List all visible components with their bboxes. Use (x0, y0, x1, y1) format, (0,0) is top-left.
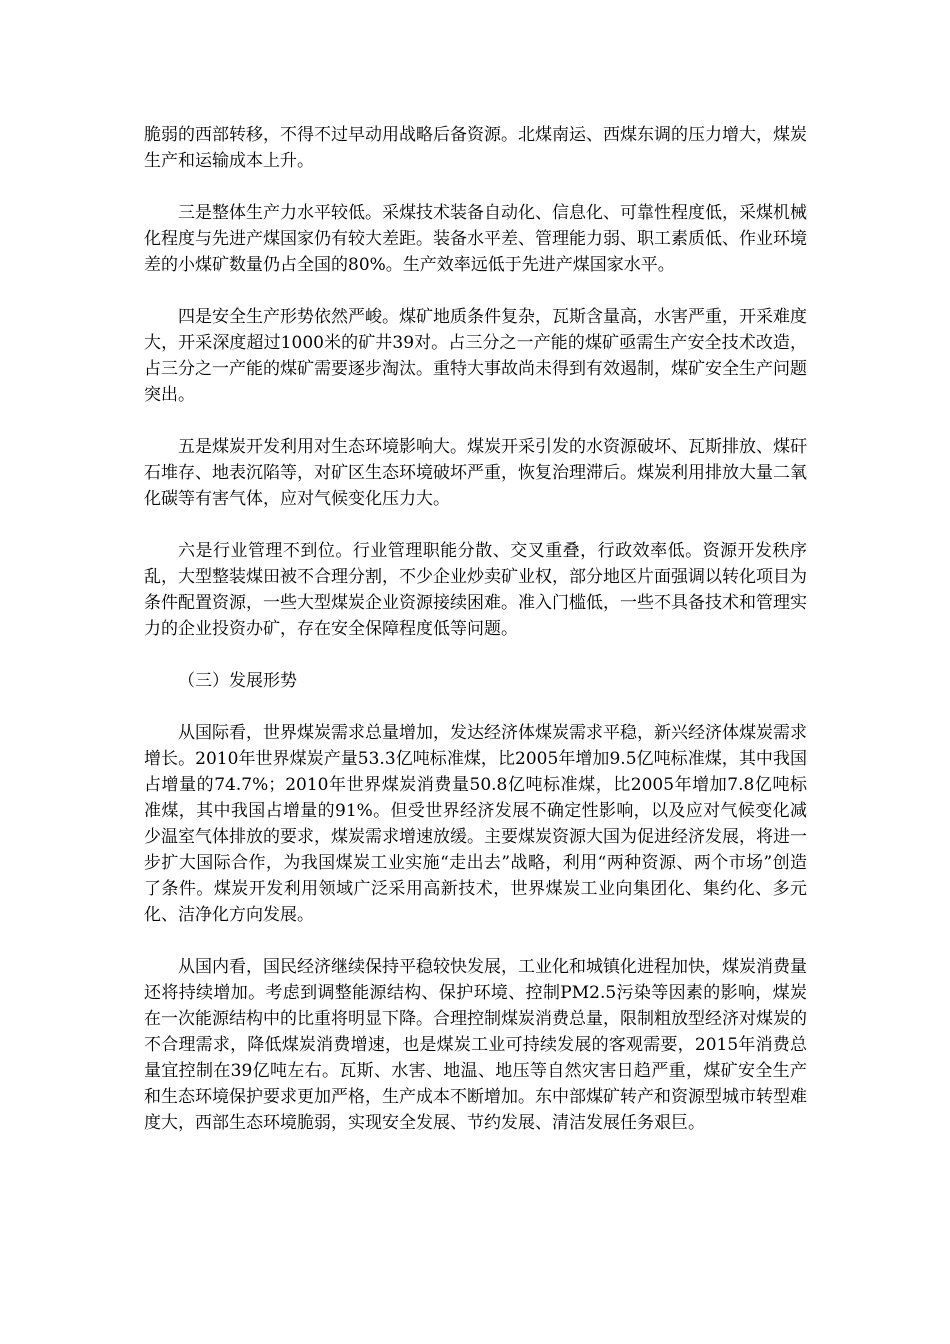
paragraph-productivity: 三是整体生产力水平较低。采煤技术装备自动化、信息化、可靠性程度低，采煤机械化程度与先进产煤国家仍有较大差距。装备水平差、管理能力弱、职工素质低、作业环境差的小煤矿数量仍占全国的80%。生产效率远低于先进产煤国家水平。 (144, 203, 807, 275)
section-heading: （三）发展形势 (178, 671, 297, 691)
paragraph-domestic: 从国内看，国民经济继续保持平稳较快发展，工业化和城镇化进程加快，煤炭消费量还将持续增加。考虑到调整能源结构、保护环境、控制PM2.5污染等因素的影响，煤炭在一次能源结构中的比重将明显下降。合理控制煤炭消费总量，限制粗放型经济对煤炭的不合理需求，降低煤炭消费增速，也是煤炭工业可持续发展的客观需要，2015年消费总量宜控制在39亿吨左右。瓦斯、水害、地温、地压等自然灾害日趋严重，煤矿安全生产和生态环境保护要求更加严格，生产成本不断增加。东中部煤矿转产和资源型城市转型难度大，西部生态环境脆弱，实现安全发展、节约发展、清洁发展任务艰巨。 (144, 957, 807, 1133)
paragraph-safety: 四是安全生产形势依然严峻。煤矿地质条件复杂，瓦斯含量高，水害严重，开采难度大，开采深度超过1000米的矿井39对。占三分之一产能的煤矿亟需生产安全技术改造，占三分之一产能的煤矿需要逐步淘汰。重特大事故尚未得到有效遏制，煤矿安全生产问题突出。 (144, 307, 807, 405)
document-body (144, 122, 807, 1162)
paragraph-international: 从国际看，世界煤炭需求总量增加，发达经济体煤炭需求平稳，新兴经济体煤炭需求增长。2010年世界煤炭产量53.3亿吨标准煤，比2005年增加9.5亿吨标准煤，其中我国占增量的74.7%；2010年世界煤炭消费量50.8亿吨标准煤，比2005年增加7.8亿吨标准煤，其中我国占增量的91%。但受世界经济发展不确定性影响，以及应对气候变化减少温室气体排放的要求，煤炭需求增速放缓。主要煤炭资源大国为促进经济发展，将进一步扩大国际合作，为我国煤炭工业实施“走出去”战略，利用“两种资源、两个市场”创造了条件。煤炭开发利用领域广泛采用高新技术，世界煤炭工业向集团化、集约化、多元化、洁净化方向发展。 (144, 723, 807, 925)
paragraph-management: 六是行业管理不到位。行业管理职能分散、交叉重叠，行政效率低。资源开发秩序乱，大型整装煤田被不合理分割，不少企业炒卖矿业权，部分地区片面强调以转化项目为条件配置资源，一些大型煤炭企业资源接续困难。准入门槛低，一些不具备技术和管理实力的企业投资办矿，存在安全保障程度低等问题。 (144, 541, 807, 639)
paragraph-continuation: 脆弱的西部转移，不得不过早动用战略后备资源。北煤南运、西煤东调的压力增大，煤炭生产和运输成本上升。 (144, 125, 807, 171)
paragraph-environment: 五是煤炭开发利用对生态环境影响大。煤炭开采引发的水资源破坏、瓦斯排放、煤矸石堆存、地表沉陷等，对矿区生态环境破坏严重，恢复治理滞后。煤炭利用排放大量二氧化碳等有害气体，应对气候变化压力大。 (144, 437, 807, 509)
